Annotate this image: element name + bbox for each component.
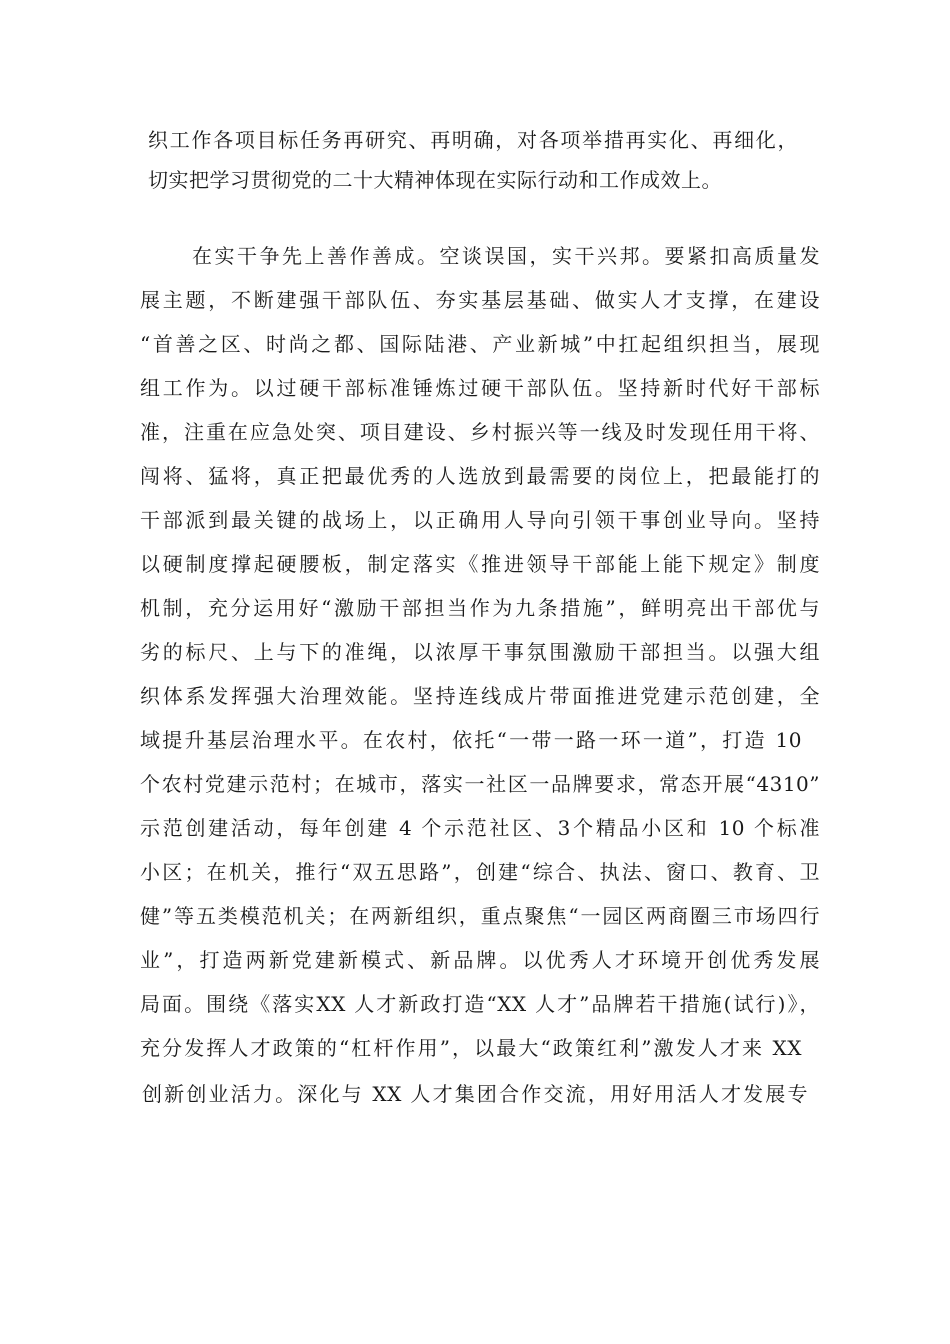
- text-line: 织工作各项目标任务再研究、再明确，对各项举措再实化、再细化，: [148, 128, 798, 152]
- text-line: 准，注重在应急处突、项目建设、乡村振兴等一线及时发现任用干将、: [140, 420, 820, 444]
- text-line: 个农村党建示范村；在城市，落实一社区一品牌要求，常态开展“4310”: [140, 772, 820, 796]
- text-line: 充分发挥人才政策的“杠杆作用”，以最大“政策红利”激发人才来 XX: [140, 1036, 802, 1060]
- text-line: 切实把学习贯彻党的二十大精神体现在实际行动和工作成效上。: [148, 168, 722, 192]
- text-line: 干部派到最关键的战场上，以正确用人导向引领干事创业导向。坚持: [140, 508, 820, 532]
- text-line: 组工作为。以过硬干部标准锤炼过硬干部队伍。坚持新时代好干部标: [140, 376, 820, 400]
- text-line: 机制，充分运用好“激励干部担当作为九条措施”，鲜明亮出干部优与: [140, 596, 820, 620]
- text-line: 以硬制度撑起硬腰板，制定落实《推进领导干部能上能下规定》制度: [140, 552, 820, 576]
- paragraph-start-line: 在实干争先上善作善成。空谈误国，实干兴邦。要紧扣高质量发: [192, 244, 820, 268]
- text-line: 域提升基层治理水平。在农村，依托“一带一路一环一道”，打造 10: [140, 728, 802, 752]
- text-line: 小区；在机关，推行“双五思路”，创建“综合、执法、窗口、教育、卫: [140, 860, 820, 884]
- text-line: 创新创业活力。深化与 XX 人才集团合作交流，用好用活人才发展专: [142, 1082, 808, 1106]
- text-line: 局面。围绕《落实XX 人才新政打造“XX 人才”品牌若干措施(试行)》，: [140, 992, 820, 1016]
- text-line: 闯将、猛将，真正把最优秀的人选放到最需要的岗位上，把最能打的: [140, 464, 820, 488]
- text-line: 示范创建活动，每年创建 4 个示范社区、3个精品小区和 10 个标准: [140, 816, 820, 840]
- text-line: “首善之区、时尚之都、国际陆港、产业新城”中扛起组织担当，展现: [140, 332, 820, 356]
- text-line: 健”等五类模范机关；在两新组织，重点聚焦“一园区两商圈三市场四行: [140, 904, 820, 928]
- text-line: 业”，打造两新党建新模式、新品牌。以优秀人才环境开创优秀发展: [140, 948, 820, 972]
- text-line: 展主题，不断建强干部队伍、夯实基层基础、做实人才支撑，在建设: [140, 288, 820, 312]
- text-line: 织体系发挥强大治理效能。坚持连线成片带面推进党建示范创建，全: [140, 684, 820, 708]
- text-line: 劣的标尺、上与下的准绳，以浓厚干事氛围激励干部担当。以强大组: [140, 640, 820, 664]
